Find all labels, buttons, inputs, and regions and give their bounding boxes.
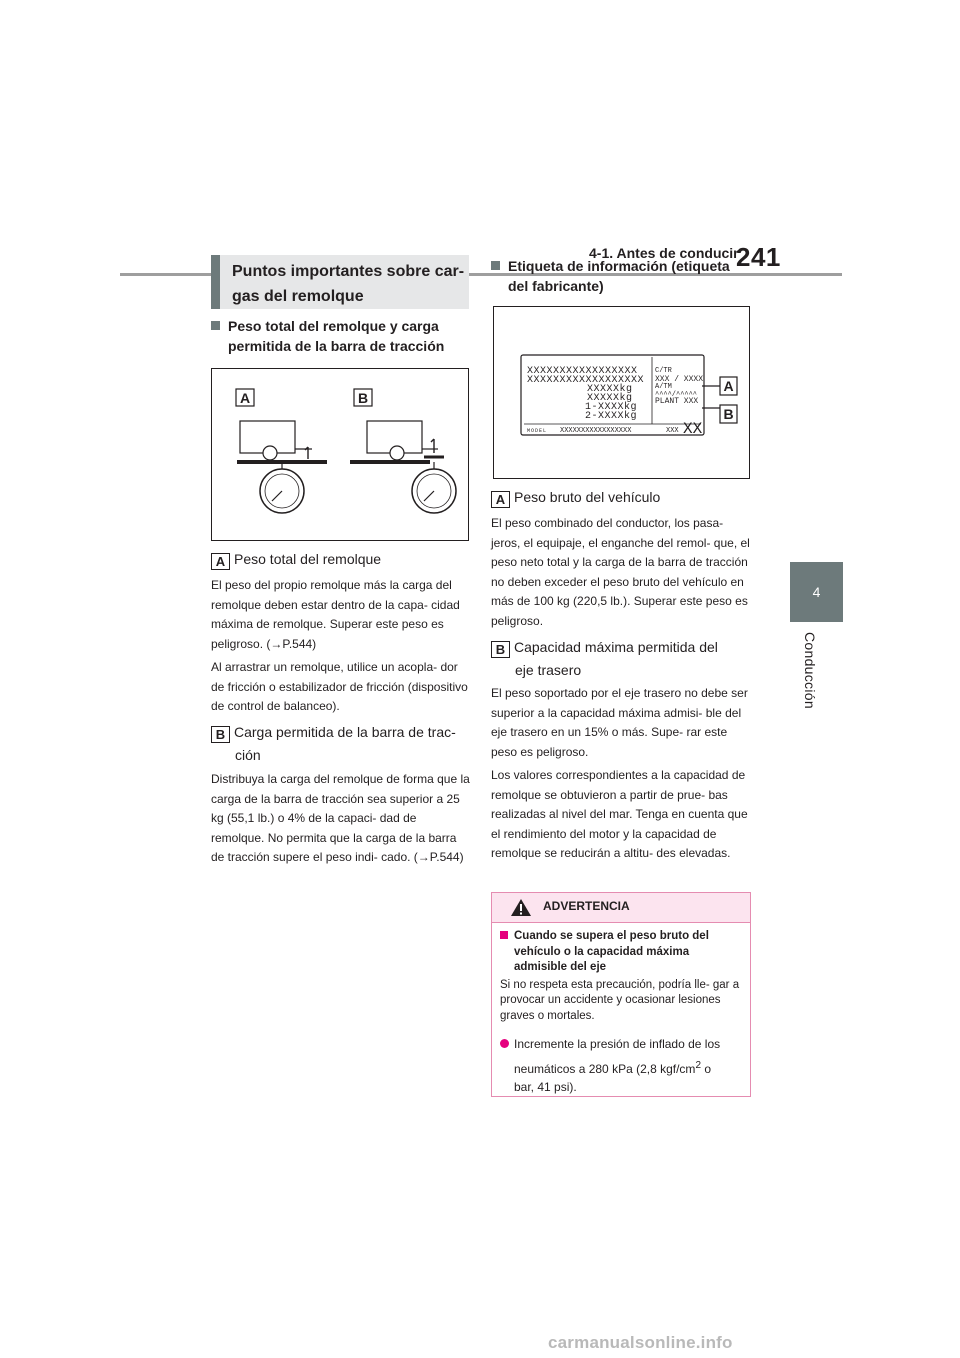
trailer-scale-illustration [212, 369, 468, 540]
warning-bullet-line2b: o [701, 1062, 712, 1076]
right-subhead [491, 256, 753, 296]
label-line5: 1-XXXXkg [585, 402, 638, 413]
pink-dot-icon [500, 1039, 509, 1048]
square-bullet-icon [211, 321, 220, 330]
pink-square-icon [500, 931, 508, 939]
left-item-b-title-line2: ción [235, 747, 261, 763]
right-item-a-title [491, 486, 753, 509]
section-title-line2: gas del remolque [232, 288, 364, 305]
label-xxx-xxxx: XXX / XXXX [655, 375, 704, 384]
badge-a: A [491, 491, 510, 508]
label-xx-large: XX [683, 420, 703, 438]
badge-a: A [211, 553, 230, 570]
warning-bullet-line2a: neumáticos a 280 kPa (2,8 kgf/cm [514, 1062, 696, 1076]
label-line1: XXXXXXXXXXXXXXXXX [527, 366, 638, 377]
right-subhead-line1: Etiqueta de información (etiqueta [508, 258, 730, 274]
section-title-box [211, 255, 469, 309]
chapter-tab [790, 562, 843, 622]
figure-label-b: B [357, 390, 369, 406]
square-bullet-icon [491, 261, 500, 270]
left-item-a-title [211, 548, 473, 571]
right-item-a-p1: El peso combinado del conductor, los pasa- jeros, el equipaje, el enganche del remol- que, el peso neto total y la carga de la barra de tracción no deben exceder el peso bruto del vehículo en más de 100 kg (220,5 lb.). Superar este peso es peligroso. [491, 516, 750, 628]
badge-b: B [491, 641, 510, 658]
trailer-b-group [350, 421, 456, 513]
label-xxx-small: XXX [666, 427, 679, 435]
label-model: MODEL [527, 428, 548, 434]
superscript: 2 [695, 1060, 701, 1071]
warning-body [492, 923, 750, 1094]
warning-header [492, 893, 750, 923]
trailer-a-group [237, 421, 327, 513]
warning-bullet-line2 [500, 1055, 742, 1080]
right-item-b-title-line1: Capacidad máxima permitida del [514, 639, 718, 655]
label-wave: ^^^^/^^^^^ [655, 391, 698, 399]
left-item-a-title-text: Peso total del remolque [234, 551, 382, 567]
warning-triangle-icon [510, 898, 532, 917]
warning-bullet-line3: bar, 41 psi). [514, 1080, 577, 1094]
right-item-b-p1: El peso soportado por el eje trasero no debe ser superior a la capacidad máxima admisi- ble del eje trasero en un 15% o más. Supe- rar este peso es peligroso. [491, 686, 748, 759]
left-subhead-line1: Peso total del remolque y carga [228, 318, 439, 334]
label-plant: PLANT XXX [655, 397, 699, 406]
right-item-b-title-line2: eje trasero [515, 662, 582, 678]
right-item-b-text [491, 684, 753, 868]
manufacturer-label-figure [493, 306, 750, 479]
callout-b: B [723, 406, 734, 422]
manufacturer-label-illustration [494, 307, 749, 478]
left-item-a-text [211, 576, 473, 721]
label-model-value: XXXXXXXXXXXXXXXXX [560, 427, 632, 435]
trailer-a-wheel [263, 446, 277, 460]
trailer-b-wheel [390, 446, 404, 460]
right-subhead-line2: del fabricante) [508, 278, 604, 294]
label-line2: XXXXXXXXXXXXXXXXXX [527, 375, 645, 386]
warning-heading [500, 929, 742, 976]
trailer-weight-figure [211, 368, 469, 541]
section-title-line1: Puntos importantes sobre car- [232, 263, 465, 280]
left-item-b-text [211, 770, 473, 872]
warning-box [491, 892, 751, 1097]
left-item-b-p1: Distribuya la carga del remolque de forma que la carga de la barra de tracción sea superior a 25 kg (55,1 lb.) o 4% de la capaci- dad de remolque. No permita que la carga de la barra de tracción supere el peso indi- cado. (→P.544) [211, 772, 470, 864]
left-item-a-p2: Al arrastrar un remolque, utilice un acopla- dor de fricción o estabilizador de fricción (dispositivo de control de balanceo). [211, 660, 468, 713]
label-ctr: C/TR [655, 367, 672, 375]
label-line3: XXXXXkg [587, 384, 633, 395]
label-line6: 2-XXXXkg [585, 411, 638, 422]
warning-bullet-line1: Incremente la presión de inflado de los [514, 1037, 721, 1051]
left-item-b-title [211, 721, 473, 767]
callout-a: A [723, 378, 734, 394]
label-atm: A/TM [655, 383, 672, 391]
figure-label-a: A [239, 390, 251, 406]
warning-title: ADVERTENCIA [543, 899, 630, 913]
right-item-b-title [491, 636, 753, 682]
label-line4: XXXXXkg [587, 393, 633, 404]
warning-heading-line3: admisible del eje [514, 961, 607, 973]
badge-b: B [211, 726, 230, 743]
chapter-label: Conducción [802, 632, 818, 709]
left-item-a-p1: El peso del propio remolque más la carga del remolque deben estar dentro de la capa- cidad máxima de remolque. Superar este peso es peligroso. (→P.544) [211, 578, 460, 651]
warning-text: Si no respeta esta precaución, podría lle- gar a provocar un accidente y ocasionar lesiones graves o mortales. [500, 978, 740, 1022]
right-item-b-p2: Los valores correspondientes a la capacidad de remolque se obtuvieron a partir de prue- bas realizadas al nivel del mar. Tenga en cuenta que el rendimiento del motor y la capacidad de remolque se reducirán a altitu- des elevadas. [491, 768, 748, 860]
warning-bullet [500, 1034, 742, 1094]
chapter-number: 4 [812, 584, 821, 600]
right-item-a-title-text: Peso bruto del vehículo [514, 489, 661, 505]
left-subhead [211, 316, 471, 356]
warning-heading-line2: vehículo o la capacidad máxima [514, 945, 690, 958]
section-header: 4-1. Antes de conducir [589, 245, 739, 261]
left-item-b-title-line1: Carga permitida de la barra de trac- [234, 724, 456, 740]
page-number: 241 [736, 242, 781, 272]
warning-heading-line1: Cuando se supera el peso bruto del [514, 930, 709, 942]
watermark: carmanualsonline.info [548, 1333, 733, 1352]
right-item-a-text [491, 514, 753, 635]
left-subhead-line2: permitida de la barra de tracción [228, 338, 445, 354]
